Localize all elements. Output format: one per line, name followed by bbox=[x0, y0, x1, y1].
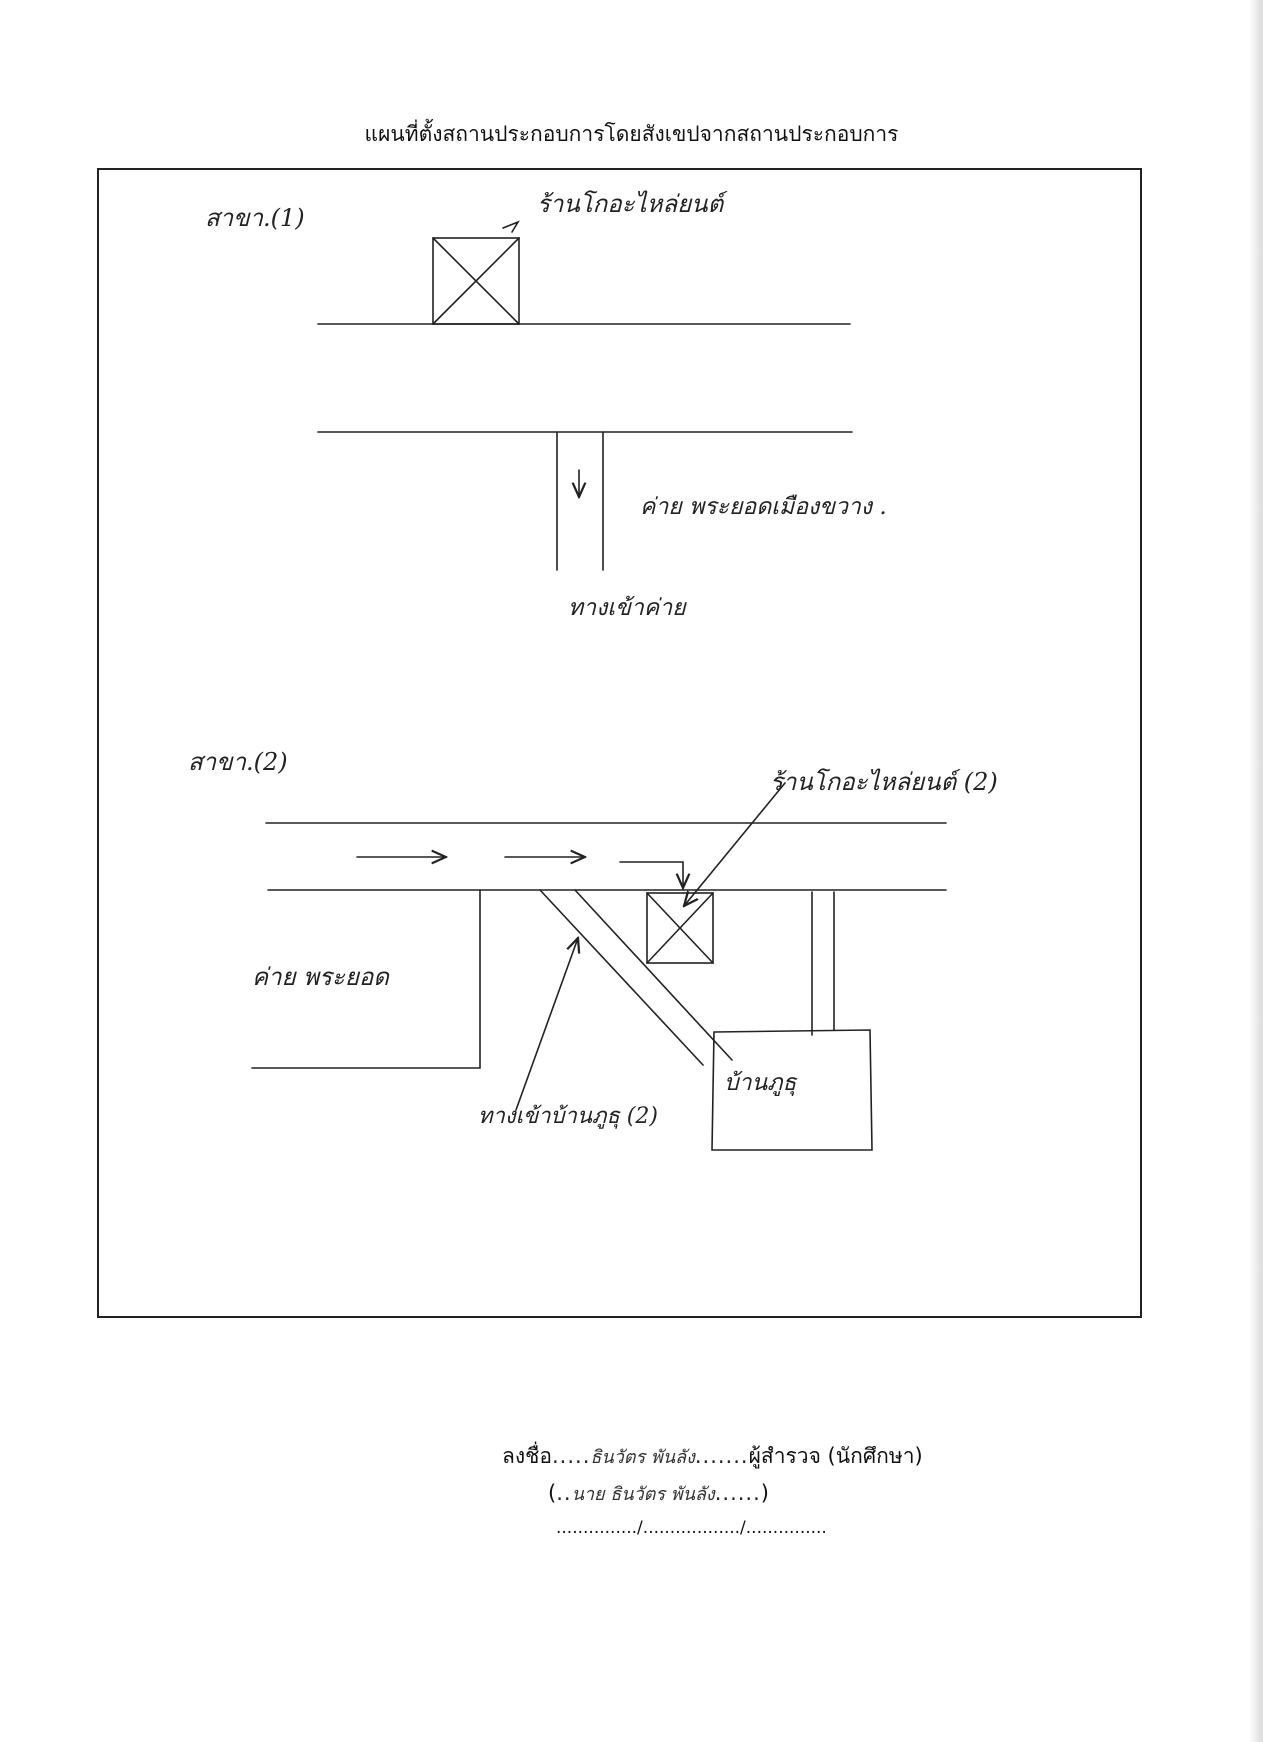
path-pointer-arrow bbox=[516, 938, 578, 1110]
branch1-label-pointer bbox=[503, 222, 518, 232]
shop-pointer-arrow bbox=[684, 783, 785, 906]
signer-name: นาย ธินวัตร พันลัง bbox=[571, 1484, 715, 1505]
document-title: แผนที่ตั้งสถานประกอบการโดยสังเขปจากสถานประกอบการ bbox=[364, 122, 899, 146]
branch1-label: สาขา.(1) bbox=[205, 204, 305, 232]
signer-name-line: (..นาย ธินวัตร พันลัง......) bbox=[548, 1481, 769, 1505]
branch2-house-label: บ้านภูธุ bbox=[724, 1070, 797, 1096]
branch2-label: สาขา.(2) bbox=[188, 748, 288, 776]
signer-signature: ธินวัตร พันลัง bbox=[590, 1447, 695, 1468]
path-edge-right bbox=[575, 890, 732, 1060]
signature-dots: ..... bbox=[552, 1444, 591, 1468]
sign-prefix: ลงชื่อ bbox=[502, 1444, 552, 1468]
date-line: .............../................../............... bbox=[556, 1518, 827, 1538]
traffic-arrow-3 bbox=[620, 862, 683, 888]
branch2-shop-label: ร้านโกอะไหล่ยนต์ (2) bbox=[770, 768, 998, 796]
branch2-shop-marker bbox=[647, 893, 713, 963]
branch1-camp-label: ค่าย พระยอดเมืองขวาง . bbox=[640, 494, 887, 520]
branch1-shop-marker bbox=[433, 238, 519, 324]
signature-line: ลงชื่อ.....ธินวัตร พันลัง.......ผู้สำรวจ (นักศึกษา) bbox=[502, 1444, 923, 1468]
signer-role: ผู้สำรวจ (นักศึกษา) bbox=[748, 1444, 923, 1468]
branch2-camp-label: ค่าย พระยอด bbox=[252, 963, 389, 991]
branch1-entrance-label: ทางเข้าค่าย bbox=[568, 595, 686, 621]
branch2-path-label: ทางเข้าบ้านภูธุ (2) bbox=[478, 1104, 658, 1129]
branch1-shop-label: ร้านโกอะไหล่ยนต์ bbox=[537, 190, 724, 218]
